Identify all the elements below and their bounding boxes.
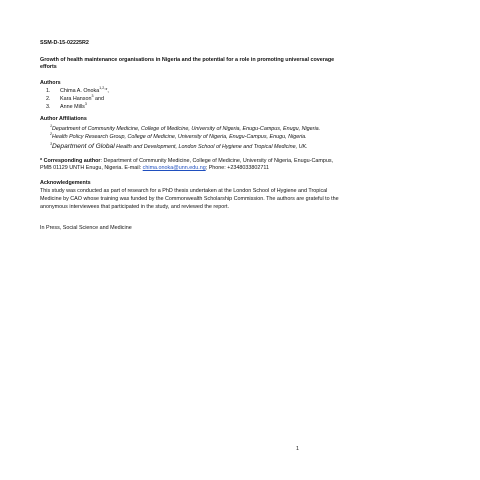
affiliation-list <box>50 123 346 152</box>
corresponding-author <box>40 158 346 173</box>
affiliation-item <box>50 143 346 152</box>
author-number: 3. <box>46 103 51 110</box>
affiliation-sup: 2 <box>50 132 52 137</box>
corresponding-label: Corresponding author <box>43 157 101 164</box>
affiliation-item <box>50 123 346 134</box>
publication-status: In Press, Social Science and Medicine <box>40 225 132 232</box>
author-suffix: *, <box>105 88 109 95</box>
corresponding-star: * <box>40 157 43 164</box>
author-name: Anne Mills <box>60 103 85 110</box>
author-affil-sup: 3 <box>91 94 94 99</box>
affiliation-sup: 3 <box>50 142 52 147</box>
affiliation-text: Health and Development, London School of Hygiene and Tropical Medicine, UK. <box>114 143 308 150</box>
author-list <box>46 88 346 111</box>
affiliation-text: Department of Community Medicine, College of Medicine, University of Nigeria, Enugu-Campus, Enugu, Nigeria. <box>52 125 321 132</box>
author-number: 1. <box>46 88 51 95</box>
acknowledgements-heading: Acknowledgements <box>40 179 91 186</box>
acknowledgements-text: This study was conducted as part of research for a PhD thesis undertaken at the London School of Hygiene and Tropical Medicine by CAO whose training was funded by the Commonwealth Scholarship Commission. The authors are grateful to the anonymous interviewees that participated in the study, and reviewed the report. <box>40 188 339 210</box>
author-name: Chima A. Onoka <box>60 88 100 95</box>
author-suffix: and <box>93 95 104 102</box>
corresponding-phone: ; Phone: +2348033802711 <box>205 165 270 172</box>
author-name: Kara Hanson <box>60 95 92 102</box>
affiliation-text: Health Policy Research Group, College of Medicine, University of Nigeria, Enugu-Campus, Enugu, Nigeria. <box>52 134 307 141</box>
affiliation-lead: Department of Global <box>52 142 115 150</box>
author-item <box>46 101 346 112</box>
email-link[interactable]: chima.onoka@unn.edu.ng <box>142 165 206 172</box>
affiliations-heading: Author Affiliations <box>40 116 87 123</box>
paper-title: Growth of health maintenance organisations in Nigeria and the potential for a role in promoting universal coverage efforts <box>40 56 335 71</box>
corresponding-text: : Department of Community Medicine, College of Medicine, University of Nigeria, Enugu-Campus, PMB 01129 UNTH Enugu, Nigeria. E-mail: <box>40 157 334 172</box>
author-item <box>46 96 346 104</box>
authors-heading: Authors <box>40 79 61 86</box>
author-affil-sup: 1,2, <box>99 86 106 91</box>
author-affil-sup: 3 <box>84 101 87 106</box>
page-number: 1 <box>296 446 299 452</box>
page-content <box>40 40 346 233</box>
affiliation-item <box>50 134 346 142</box>
author-number: 2. <box>46 95 51 102</box>
affiliation-sup: 1 <box>50 123 52 128</box>
manuscript-id: SSM-D-15-02225R2 <box>40 40 89 46</box>
